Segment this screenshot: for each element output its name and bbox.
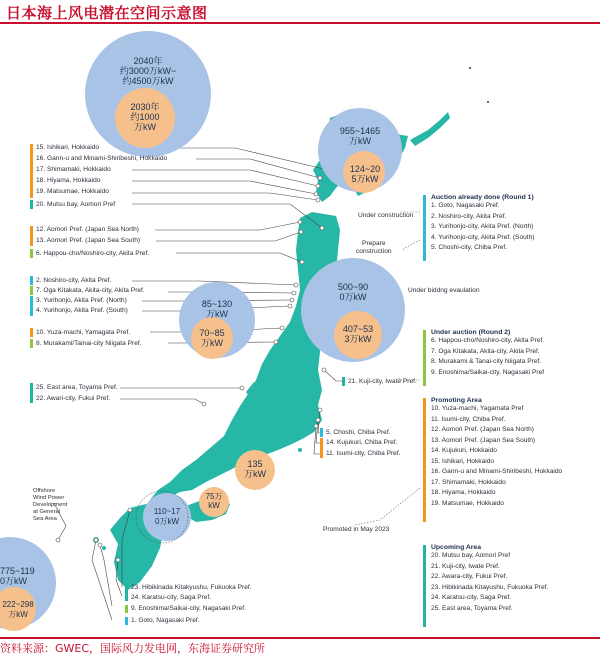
bubble-chubu-line-1: 75万 [205, 492, 223, 501]
site-label: 9. Enoshima/Saikai-city, Nagasaki Pref. [131, 605, 246, 612]
site-label: 6. Happou-cho/Noshiro-city, Akita Pref. [36, 250, 150, 257]
site-label: 12. Aomori Pref. (Japan Sea North) [36, 226, 139, 233]
upcoming-legend-bar [423, 545, 426, 627]
site-label: 19. Matsumae, Hokkaido [36, 188, 109, 195]
legend-item: 17. Shimamaki, Hokkaido [431, 478, 506, 486]
round2-bar [30, 339, 33, 348]
legend-promoting [431, 397, 562, 509]
upcoming-bar [125, 583, 128, 601]
legend-item: 25. East area, Toyama Pref. [431, 604, 513, 612]
island [242, 443, 246, 447]
source-footer: 资料来源：GWEC，国际风力发电网，东海证券研究所 [0, 642, 266, 655]
bubble-kanto-text [237, 459, 273, 479]
bubble-hokkaido-inner-line-2: 5万kW [351, 174, 379, 184]
site-label: 22. Awari-city, Fukui Pref. [36, 395, 111, 402]
bubble-kansai-text [145, 507, 189, 527]
upcoming-bar [30, 200, 33, 209]
site-label: 24. Karatsu-city, Saga Pref. [131, 594, 212, 601]
site-label: 5. Choshi, Chiba Pref. [326, 429, 391, 436]
promoting-bar [30, 328, 33, 337]
label-group-hokuriku [36, 384, 118, 403]
legend-item: 11. Isumi-city, Chiba Pref. [431, 415, 506, 423]
site-label: 14. Kujukuri, Chiba Pref. [326, 439, 398, 446]
round1-bar [30, 276, 33, 285]
bubble-hokkaido-outer-text [330, 126, 390, 146]
legend-item: 2. Noshiro-city, Akita Pref. [431, 212, 507, 220]
promoting-legend-bar [423, 398, 426, 522]
bubble-kyushu-inner-line-2: 万kW [8, 610, 28, 619]
northern-islands [410, 112, 450, 146]
annotation-offshore-line: at General [33, 509, 61, 515]
site-label: 11. Isumi-city, Chiba Pref. [326, 450, 401, 457]
bubble-tohoku-inner-text [336, 324, 380, 344]
site-label: 3. Yurihonjo, Akita Pref. (North) [36, 297, 127, 304]
round1-bar [125, 617, 128, 625]
legend-item: 4. Yurihonjo-city, Akita Pref. (South) [431, 233, 535, 241]
legend-round2-title: Under auction (Round 2) [431, 329, 511, 336]
bubble-kyushu-outer-line-1: 775~119 [0, 566, 35, 576]
bubble-national-inner-line-3: 万kW [134, 122, 156, 132]
bubble-hokuriku-outer-line-1: 85~130 [201, 299, 233, 309]
bubble-hokuriku-inner-line-1: 70~85 [199, 328, 225, 338]
legend-upcoming [431, 544, 548, 614]
bubble-national-inner-text [117, 102, 173, 132]
upcoming-bar [342, 377, 345, 386]
legend-item: 16. Gann-u and Minami-Shiribeshi, Hokkaido [431, 468, 563, 475]
legend-item: 9. Enoshima/Saikai-city, Nagasaki Pref [431, 368, 545, 376]
dotted-annotation-lines [355, 212, 420, 525]
annotation-prepare-construction [356, 240, 392, 256]
legend-item: 1. Goto, Nagasaki Pref. [431, 202, 500, 209]
bubble-kansai-line-2: 0万kW [155, 517, 179, 526]
legend-item: 5. Choshi-city, Chiba Pref. [431, 244, 508, 251]
site-label: 13. Aomori Pref. (Japan Sea South) [36, 237, 141, 244]
promoting-bar [320, 438, 323, 458]
site-label: 16. Gann-u and Minami-Shiribeshi, Hokkaido [36, 155, 168, 162]
island [102, 546, 106, 550]
site-label: 1. Goto, Nagasaki Pref. [131, 617, 200, 624]
round1-legend-bar [423, 195, 426, 261]
label-group-aomori [36, 226, 140, 245]
site-label: 15. Ishikari, Hokkaido [36, 144, 100, 151]
bubble-tohoku-outer-line-2: 0万kW [339, 292, 367, 302]
bubble-hokkaido-outer-line-2: 万kW [349, 136, 371, 146]
legend-item: 24. Karatsu-city, Saga Pref. [431, 594, 512, 601]
bubble-tohoku-outer-line-1: 500~90 [337, 282, 369, 292]
bubble-hokuriku-inner-text [192, 328, 232, 348]
legend-item: 12. Aomori Pref. (Japan Sea North) [431, 426, 534, 433]
bubble-hokuriku-outer-line-2: 万kW [206, 309, 228, 319]
site-label: 25. East area, Toyama Pref. [36, 384, 118, 391]
site-label: 4. Yurihonjo, Akita Pref. (South) [36, 307, 128, 314]
bubble-chubu-text [200, 492, 228, 510]
legend-promoting-title: Promoting Area [431, 397, 482, 404]
label-group-hokkaido [36, 144, 167, 196]
bubble-national-outer-text [103, 56, 193, 86]
annotation-bidding: Under biddng evaulation [408, 287, 480, 294]
round2-bar [30, 249, 33, 258]
small-dot [469, 67, 471, 69]
bubble-hokkaido-outer-line-1: 955~1465 [339, 126, 381, 136]
site-label: 21. Kuji-city, Iwate Pref. [348, 378, 417, 385]
bubble-kanto-line-2: 万kW [244, 469, 266, 479]
round2-bar [30, 286, 33, 295]
legend-item: 14. Kujukuri, Hokkaido [431, 447, 497, 454]
bubble-tohoku-inner-line-2: 3万kW [344, 334, 372, 344]
annotation-offshore-line: Development [33, 502, 68, 508]
legend-item: 8. Murakami & Tanai-city Niigata Pref. [431, 358, 542, 365]
bubble-kansai-line-1: 110~17 [153, 507, 181, 516]
annotation-offshore-line: Sea Area [33, 516, 57, 522]
legend-item: 7. Oga Kitakata, Akita-city, Akita Pref. [431, 347, 540, 355]
legend-item: 21. Kuji-city, Iwate Pref. [431, 562, 500, 570]
legend-item: 3. Yurihonjo-city, Akita Pref. (North) [431, 223, 534, 230]
legend-item: 20. Mutsu bay, Aomori Pref [431, 552, 511, 559]
upcoming-bar [30, 383, 33, 403]
round1-bar [320, 428, 323, 437]
legend-item: 18. Hiyama, Hokkaido [431, 489, 496, 496]
site-label: 7. Oga Kitakata, Akita-city, Akita Pref. [36, 287, 145, 294]
legend-round1 [431, 194, 534, 254]
site-label: 20. Mutsu bay, Aomori Pref [36, 201, 116, 208]
promoting-bar [30, 226, 33, 246]
bubble-chubu-line-2: kW [208, 501, 220, 510]
site-label: 8. Murakami/Tainai-city Niigata Pref. [36, 340, 142, 347]
bubble-kyushu-outer-line-2: 0万kW [0, 576, 28, 586]
site-label: 23. Hibikinada Kitakyushu, Fukuoka Pref. [131, 584, 252, 591]
bubble-kanto-line-1: 135 [247, 459, 263, 469]
promoting-bar [30, 144, 33, 198]
bubble-national-inner-line-2: 约1000 [130, 112, 160, 122]
legend-item: 23. Hibikinada Kitayushu, Fukuoka Pref. [431, 583, 549, 591]
footer-rule [0, 637, 600, 639]
site-label: 2. Noshiro-city, Akita Pref. [36, 277, 112, 284]
label-group-chiba [326, 439, 401, 458]
legend-item: 19. Matsumae, Hokkaido [431, 499, 504, 507]
bubble-hokkaido-inner-line-1: 124~20 [349, 164, 381, 174]
bubble-national-outer-line-2: 约3000万kW~ [119, 66, 177, 76]
bubble-tohoku-inner-line-1: 407~53 [342, 324, 374, 334]
annotation-prepare-line-1: Prepare [362, 240, 386, 247]
annotation-under-construction: Under construction [358, 212, 414, 219]
legend-item: 6. Happou-cho/Noshiro-city, Akita Pref. [431, 337, 545, 344]
bubble-kyushu-inner-text [0, 600, 36, 620]
bubble-national-outer-line-1: 2040年 [133, 56, 163, 66]
legend-item: 22. Awara-city, Fukui Pref. [431, 573, 508, 580]
bubble-kyushu-inner-line-1: 222~298 [2, 600, 34, 609]
bubble-hokuriku-inner-line-2: 万kW [201, 338, 223, 348]
legend-round2 [431, 329, 544, 378]
legend-upcoming-title: Upcoming Area [431, 544, 481, 551]
round2-legend-bar [423, 330, 426, 386]
annotation-prepare-line-2: construction [356, 248, 392, 255]
site-label: 17. Shimamaki, Hokkaido [36, 166, 111, 173]
legend-item: 13. Aomori Pref. (Japan Sea South) [431, 436, 536, 444]
site-label: 10. Yuza-machi, Yamagata Pref. [36, 329, 131, 336]
legend-round1-title: Auction already done (Round 1) [431, 194, 534, 201]
page-title: 日本海上风电潜在空间示意图 [6, 4, 208, 22]
label-group-yurihonjo [36, 297, 128, 315]
round2-bar [125, 605, 128, 613]
label-group-kyushu-upcoming [131, 584, 252, 602]
legend-item: 10. Yuza-machi, Yagamata Pref [431, 405, 524, 412]
annotation-offshore-line: Wind Power [33, 495, 65, 501]
small-dot [487, 101, 489, 103]
island [298, 448, 302, 452]
site-label: 18. Hiyama, Hokkaido [36, 177, 101, 184]
annotation-promoted: Promoted in May 2023 [323, 526, 390, 533]
annotation-offshore [33, 488, 67, 523]
bubble-national-inner-line-1: 2030年 [130, 102, 160, 112]
bubble-kyushu-outer-text [0, 566, 40, 586]
bubble-tohoku-outer-text [323, 282, 383, 302]
bubble-national-outer-line-3: 约4500万kW [122, 76, 174, 86]
bubble-hokuriku-outer-text [192, 299, 242, 319]
round1-bar [30, 296, 33, 316]
legend-item: 15. Ishikari, Hokkaido [431, 457, 495, 465]
annotation-offshore-line: Offshore [33, 488, 56, 494]
bubble-hokkaido-inner-text [344, 164, 386, 184]
